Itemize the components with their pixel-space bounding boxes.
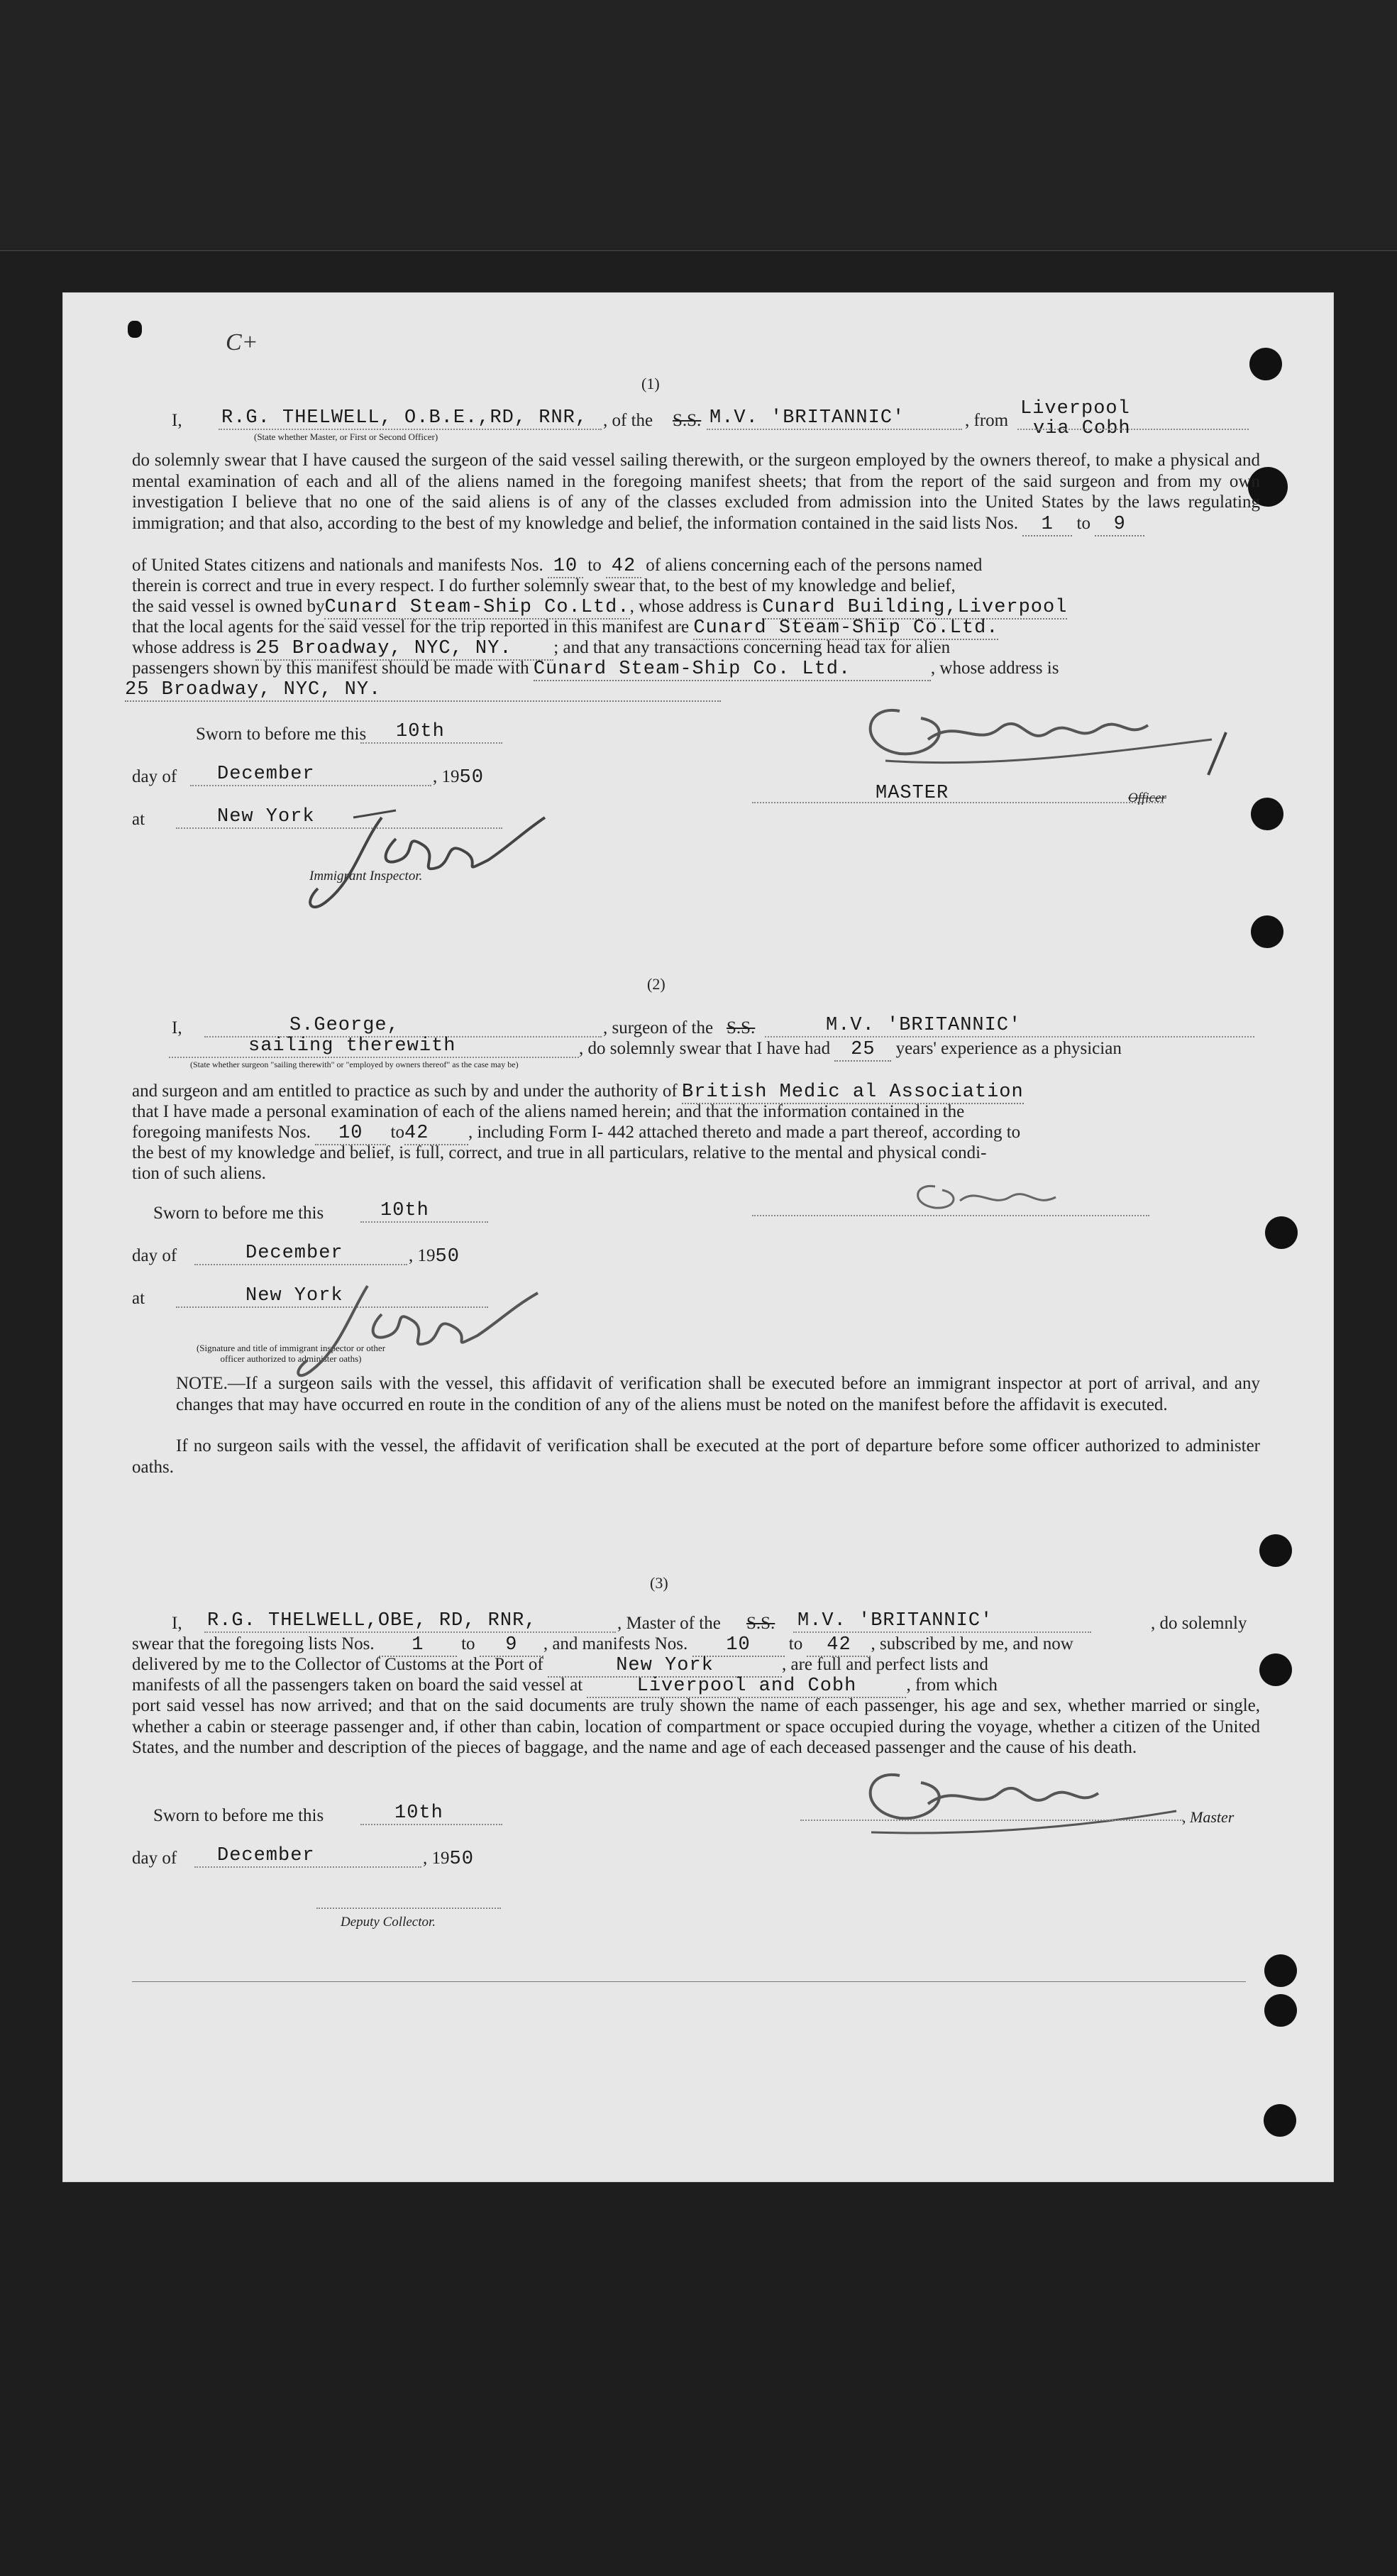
s2-swear-years1: , do solemnly swear that I have had (579, 1039, 831, 1058)
s1-manifests-from: 10 (548, 556, 583, 578)
s1-para-text: do solemnly swear that I have caused the surgeon of the said vessel sailing therewith, or the surgeon employed by the owners thereof, to make a physical and mental examination of each and all of the aliens named in the foregoing manifest sheets; that from the report of the said surgeon and from my own investigation I believe that no one of the said aliens is of any of the classes excluded from admission into the United States by the laws regulating immigration; and that also, according to the best of my knowledge and belief, the information contained in the said lists Nos. (132, 451, 1260, 533)
s3-line-c2: , are full and perfect lists and (782, 1655, 988, 1674)
master-signature-3 (807, 1754, 1205, 1839)
s1-sworn-line (360, 742, 502, 744)
s1-port-from: Liverpool (1020, 398, 1130, 419)
s3-lists-from: 1 (379, 1635, 457, 1657)
s2-swear-years (579, 1038, 1122, 1062)
s1-i: I, (172, 411, 182, 430)
s3-man-from: 10 (692, 1635, 785, 1657)
s1-from-line (1017, 429, 1249, 430)
s3-sworn: Sworn to before me this (153, 1806, 324, 1825)
s2-sworn: Sworn to before me this (153, 1204, 324, 1223)
s2-vessel: M.V. 'BRITANNIC' (826, 1015, 1022, 1036)
s1-at: at (132, 810, 145, 829)
s1-line-d1: the said vessel is owned by (132, 597, 325, 616)
s3-line-c1: delivered by me to the Collector of Customs at the Port of (132, 1655, 543, 1674)
s3-vessel-line (793, 1631, 1091, 1633)
punch-hole (1264, 1954, 1297, 1987)
s2-month: December (245, 1243, 343, 1264)
s3-line-d1: manifests of all the passengers taken on board the said vessel at (132, 1675, 583, 1695)
s2-year-prefix: , 19 (409, 1246, 436, 1265)
s2-day-of: day of (132, 1246, 177, 1265)
s2-line-c2: , including Form I- 442 attached thereto and made a part thereof, according to (468, 1123, 1021, 1142)
s3-month: December (217, 1845, 315, 1866)
s1-year-value: 50 (459, 767, 484, 788)
s2-i: I, (172, 1018, 182, 1037)
s1-headtax-agent: Cunard Steam-Ship Co. Ltd. (534, 659, 931, 681)
punch-hole (1259, 1534, 1292, 1567)
punch-hole (1249, 348, 1282, 380)
s1-sworn-day: 10th (396, 721, 445, 742)
s3-solemnly: , do solemnly (1151, 1614, 1247, 1633)
s2-sailing-caption: (State whether surgeon "sailing therewith" or "employed by owners thereof" as the case may be) (190, 1059, 519, 1069)
s1-year (433, 766, 484, 788)
s3-sworn-day: 10th (394, 1802, 443, 1824)
scan-divider (0, 250, 1397, 251)
s1-from: , from (965, 411, 1009, 430)
s1-ss: S.S. (673, 411, 702, 430)
s2-note-text: NOTE.—If a surgeon sails with the vessel, this affidavit of verification shall be executed before an immigrant inspector at port of arrival, and any changes that may have occurred en route in the condition of any of the aliens must be noted on the manifest before the affidavit is executed. (176, 1374, 1260, 1414)
s3-boarded-at: Liverpool and Cobh (587, 1676, 906, 1698)
s2-sig-caption: (Signature and title of immigrant inspector or other officer authorized to administer oaths) (196, 1343, 386, 1364)
s1-officer-name: R.G. THELWELL, O.B.E.,RD, RNR, (221, 407, 588, 429)
s1-headtax-address: 25 Broadway, NYC, NY. (125, 680, 721, 702)
s1-officer-word: Officer (1128, 791, 1166, 805)
section-1-number: (1) (641, 375, 660, 392)
s1-line-h (125, 678, 721, 702)
s2-surgeon-name: S.George, (289, 1015, 399, 1036)
punch-hole (1251, 798, 1283, 830)
s2-authority: British Medic al Association (682, 1081, 1024, 1103)
s3-line-d2: , from which (906, 1675, 998, 1695)
s1-lists-to: 9 (1095, 514, 1144, 537)
s3-master-line (204, 1631, 616, 1633)
s1-vessel-line (707, 429, 962, 430)
punch-hole (1264, 2104, 1296, 2137)
s2-ss: S.S. (727, 1018, 756, 1037)
s1-vessel: M.V. 'BRITANNIC' (709, 407, 905, 429)
s3-line-b1: swear that the foregoing lists Nos. (132, 1634, 375, 1653)
s2-line-a1: and surgeon and am entitled to practice as such by and under the authority of (132, 1081, 678, 1101)
s1-agents-address: 25 Broadway, NYC, NY. (255, 639, 553, 661)
s2-man-from: 10 (315, 1123, 386, 1145)
s2-sailing-line (169, 1057, 579, 1058)
s2-years: 25 (834, 1040, 891, 1062)
punch-hole (1251, 915, 1283, 948)
page-bottom-rule (132, 1981, 1246, 1982)
s3-master-name: R.G. THELWELL,OBE, RD, RNR, (207, 1610, 537, 1631)
punch-hole (1259, 1653, 1292, 1686)
s3-ss: S.S. (746, 1614, 775, 1633)
s3-line-b2: , and manifests Nos. (543, 1634, 688, 1653)
s1-manifests-to: 42 (606, 556, 641, 578)
section-2-number: (2) (647, 975, 666, 993)
s1-sworn: Sworn to before me this (196, 725, 367, 744)
section-3-number: (3) (650, 1574, 668, 1592)
s3-to-2: to (788, 1634, 803, 1653)
s1-line-f1: whose address is (132, 638, 252, 657)
punch-hole (1265, 1216, 1298, 1249)
s3-year-value: 50 (449, 1849, 474, 1870)
s1-line-b2: of aliens concerning each of the persons named (646, 556, 983, 575)
s2-vessel-line (765, 1036, 1254, 1037)
s3-lists-to: 9 (480, 1635, 543, 1657)
s1-month-line (190, 785, 431, 786)
s2-line-e: tion of such aliens. (132, 1164, 266, 1183)
s2-surgeon-of: , surgeon of the (603, 1018, 714, 1037)
s2-to: to (390, 1123, 404, 1142)
s3-master-of: , Master of the (617, 1614, 721, 1633)
s1-to: to (1076, 513, 1090, 533)
s2-sworn-day: 10th (380, 1200, 429, 1221)
s1-to-2: to (587, 556, 602, 575)
s3-master-word: , Master (1182, 1808, 1235, 1826)
s2-note2-text: If no surgeon sails with the vessel, the affidavit of verification shall be executed at the port of departure before some officer authorized to administer oaths. (132, 1436, 1260, 1477)
s2-note-2 (132, 1436, 1260, 1477)
collector-sig-line (316, 1908, 501, 1909)
s3-sworn-line (360, 1824, 502, 1825)
s3-line-e (132, 1695, 1260, 1758)
s2-year (409, 1245, 460, 1267)
s1-inspector-caption: Immigrant Inspector. (309, 869, 423, 884)
punch-hole (1264, 1994, 1297, 2027)
s3-to: to (461, 1634, 475, 1653)
s1-line-d2: , whose address is (629, 597, 758, 616)
s3-master-sig-line (800, 1820, 1183, 1821)
s1-line-g1: passengers shown by this manifest should be made with (132, 659, 529, 678)
s1-lists-from: 1 (1022, 514, 1072, 537)
inspector-signature-1 (275, 789, 616, 917)
s2-line-d: the best of my knowledge and belief, is full, correct, and true in all particulars, relative to the mental and physical condi- (132, 1143, 987, 1162)
s1-owner: Cunard Steam-Ship Co.Ltd. (324, 597, 630, 618)
s1-year-prefix: , 19 (433, 767, 460, 786)
s2-month-line (194, 1264, 407, 1265)
s3-man-to: 42 (807, 1635, 871, 1657)
s3-port: New York (548, 1656, 782, 1678)
s1-via: via Cobh (1033, 418, 1131, 439)
s3-month-line (194, 1866, 421, 1868)
corner-mark: C+ (226, 329, 258, 356)
s1-day-of: day of (132, 767, 177, 786)
scan-top-margin (0, 0, 1397, 248)
s1-line-g2: , whose address is (930, 659, 1059, 678)
s1-agents: Cunard Steam-Ship Co.Ltd. (693, 617, 999, 639)
surgeon-sig-line (752, 1215, 1149, 1216)
s1-month: December (217, 764, 315, 785)
s2-year-value: 50 (435, 1246, 460, 1267)
s1-officer-caption: (State whether Master, or First or Second Officer) (254, 431, 438, 442)
s3-i: I, (172, 1614, 182, 1633)
s1-owner-address: Cunard Building,Liverpool (762, 597, 1068, 618)
s3-collector-caption: Deputy Collector. (341, 1915, 436, 1930)
s3-year (423, 1848, 474, 1870)
s1-line-c: therein is correct and true in every respect. I do further solemnly swear that, to the best of my knowledge and belief, (132, 576, 956, 595)
s2-man-to: 42 (404, 1123, 468, 1145)
punch-mark (128, 321, 142, 338)
s3-line-e-text: port said vessel has now arrived; and that on the said documents are truly shown the name of each passenger, his age and sex, whether married or single, whether a cabin or steerage passenger and, if other than cabin, location of compartment or space occupied during the voyage, whether a citizen of the United States, and the number and description of the pieces of baggage, and the name and age of each deceased passenger and the cause of his death. (132, 1696, 1260, 1757)
s1-line-f2: ; and that any transactions concerning head tax for alien (553, 638, 951, 657)
s3-year-prefix: , 19 (423, 1849, 450, 1868)
s1-officer-line (219, 429, 602, 430)
s2-line-b: that I have made a personal examination of each of the aliens named herein; and that the information contained in the (132, 1102, 965, 1121)
s1-line-b1: of United States citizens and nationals and manifests Nos. (132, 556, 543, 575)
s2-sailing: sailing therewith (248, 1035, 456, 1057)
s1-place: New York (217, 806, 315, 827)
s2-swear-years2: years' experience as a physician (895, 1039, 1122, 1058)
s3-vessel: M.V. 'BRITANNIC' (797, 1610, 993, 1631)
s1-paragraph (132, 450, 1260, 536)
master-sig-line (752, 802, 1164, 803)
s2-note (176, 1373, 1260, 1415)
s2-sworn-line (360, 1221, 488, 1223)
s3-day-of: day of (132, 1849, 177, 1868)
s3-line-b3: , subscribed by me, and now (871, 1634, 1073, 1653)
master-signature-1 (815, 690, 1254, 782)
affidavit-page (62, 292, 1334, 2182)
s2-place: New York (245, 1285, 343, 1306)
inspector-signature-2 (268, 1272, 595, 1385)
s2-at: at (132, 1289, 145, 1308)
s1-of-the: , of the (603, 411, 653, 430)
s2-line-c1: foregoing manifests Nos. (132, 1123, 311, 1142)
s1-line-e1: that the local agents for the said vessel for the trip reported in this manifest are (132, 617, 690, 637)
s1-master-title: MASTER (876, 783, 949, 804)
